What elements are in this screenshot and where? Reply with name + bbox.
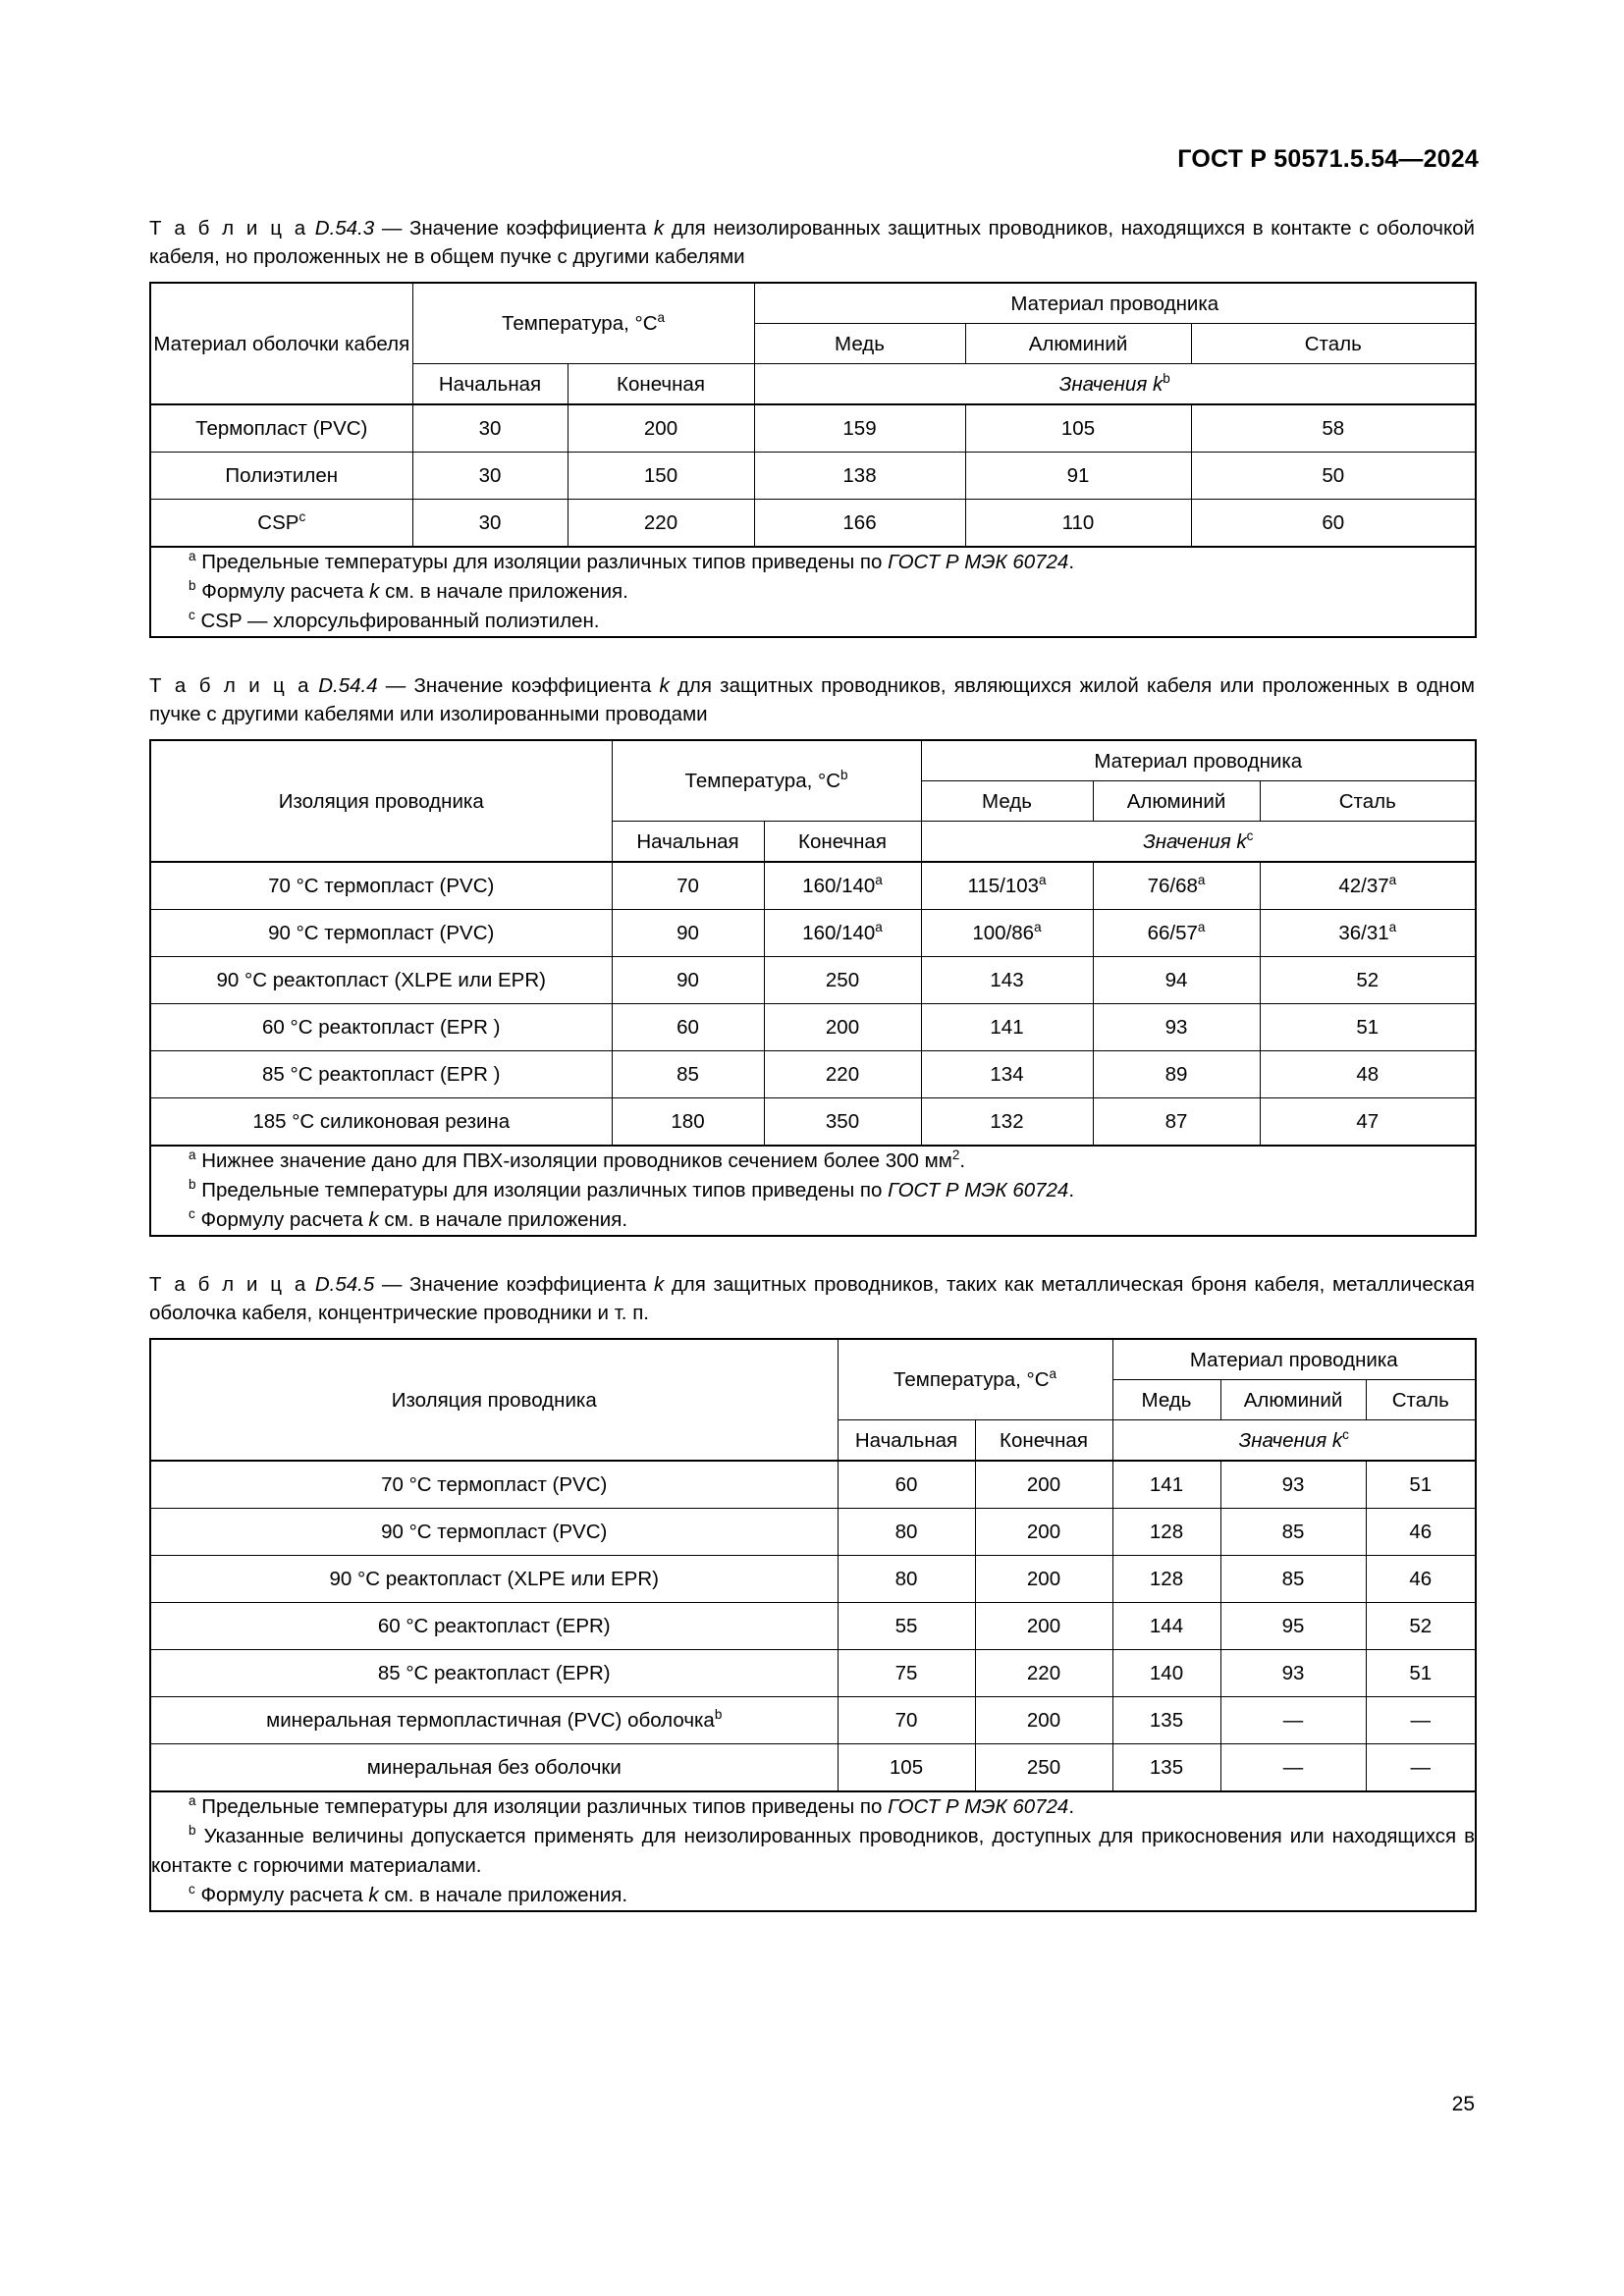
spacer	[149, 638, 1475, 671]
footnote-marker: b	[189, 1177, 196, 1193]
header-conductor-material-d543: Материал проводника	[754, 283, 1476, 324]
table-number-d544: D.54.4	[318, 674, 378, 697]
cell-final-temp: 200	[975, 1461, 1112, 1509]
cell-steel: 50	[1191, 453, 1476, 500]
note-text: Нижнее значение дано для ПВХ-изоляции проводников сечением более 300 мм	[201, 1149, 952, 1172]
cell-initial-temp: 80	[838, 1509, 975, 1556]
header-first-col-d543: Материал оболочки кабеля	[150, 283, 412, 404]
table-row	[150, 1697, 1476, 1744]
superscript-exponent: 2	[951, 1148, 960, 1163]
header-conductor-material-d544: Материал проводника	[921, 740, 1476, 781]
note-text: CSP — хлорсульфированный полиэтилен.	[200, 610, 600, 632]
header-first-col-d544: Изоляция проводника	[150, 740, 612, 862]
header-values-k-d544	[921, 822, 1476, 863]
header-temperature-d544	[612, 740, 921, 822]
header-values-k-d543	[754, 364, 1476, 405]
note-b	[151, 1176, 1475, 1205]
cell-initial-temp: 105	[838, 1744, 975, 1792]
cell-initial-temp: 90	[612, 910, 764, 957]
header-temperature-d545	[838, 1339, 1112, 1420]
cell-final-temp: 200	[975, 1603, 1112, 1650]
header-temperature-label: Температура, °C	[684, 770, 841, 792]
note-tail: .	[1068, 551, 1075, 573]
note-italic-ref: ГОСТ Р МЭК 60724	[888, 551, 1069, 573]
note-text: Формулу расчета	[200, 1208, 369, 1231]
header-values-k-d545	[1112, 1420, 1476, 1462]
cell-aluminium: 93	[1220, 1461, 1366, 1509]
cell-insulation-name: 90 °C термопласт (PVC)	[150, 910, 612, 957]
header-material-steel-d544: Сталь	[1260, 781, 1476, 822]
spacer	[149, 1237, 1475, 1270]
cell-value: 76/68	[1147, 874, 1198, 897]
footnote-marker: b	[714, 1706, 723, 1722]
cell-material-name-text: CSP	[257, 510, 299, 534]
cell-aluminium	[1093, 862, 1260, 910]
cell-insulation-name: 60 °C реактопласт (EPR )	[150, 1004, 612, 1051]
table-row	[150, 1650, 1476, 1697]
cell-aluminium: 95	[1220, 1603, 1366, 1650]
cell-final-temp: 200	[764, 1004, 921, 1051]
header-final-d544: Конечная	[764, 822, 921, 863]
cell-copper: 132	[921, 1098, 1093, 1147]
table-word-label: Т а б л и ц а	[149, 217, 308, 240]
cell-initial-temp: 70	[612, 862, 764, 910]
cell-final-temp: 350	[764, 1098, 921, 1147]
cell-initial-temp: 90	[612, 957, 764, 1004]
cell-steel	[1260, 910, 1476, 957]
cell-final-temp: 250	[975, 1744, 1112, 1792]
cell-value: 66/57	[1147, 921, 1198, 944]
note-tail: .	[959, 1149, 966, 1172]
cell-initial-temp: 85	[612, 1051, 764, 1098]
cell-aluminium: 110	[965, 500, 1191, 548]
cell-copper: 135	[1112, 1744, 1220, 1792]
cell-steel: 47	[1260, 1098, 1476, 1147]
cell-copper	[921, 910, 1093, 957]
note-a	[151, 548, 1475, 577]
cell-final-temp: 220	[568, 500, 754, 548]
table-d544	[149, 739, 1477, 1237]
header-values-k-label: Значения k	[1143, 829, 1247, 853]
cell-aluminium: 94	[1093, 957, 1260, 1004]
note-text: Предельные температуры для изоляции различных типов приведены по	[201, 551, 889, 573]
table-row	[150, 1556, 1476, 1603]
cell-value: 160/140	[802, 874, 876, 897]
note-italic-ref: ГОСТ Р МЭК 60724	[888, 1795, 1069, 1818]
table-row	[150, 1098, 1476, 1147]
note-text: Формулу расчета	[201, 580, 370, 603]
cell-aluminium: 85	[1220, 1509, 1366, 1556]
footnote-marker: c	[1246, 828, 1254, 843]
cell-copper: 135	[1112, 1697, 1220, 1744]
cell-steel: 52	[1260, 957, 1476, 1004]
cell-copper: 166	[754, 500, 965, 548]
table-row	[150, 1004, 1476, 1051]
footnote-marker: a	[1197, 872, 1206, 887]
document-header-standard-id: ГОСТ Р 50571.5.54—2024	[1177, 145, 1479, 173]
cell-aluminium: 93	[1093, 1004, 1260, 1051]
caption-text-d545: Значение коэффициента k для защитных проводников, таких как металлическая броня кабеля, металлическая оболочка кабеля, концентрические проводники и т. п.	[149, 1273, 1475, 1324]
caption-dash: —	[381, 217, 403, 240]
header-temperature-d543	[412, 283, 754, 364]
footnote-marker: a	[1197, 919, 1206, 934]
footnote-marker: a	[189, 549, 196, 564]
table-row	[150, 1744, 1476, 1792]
cell-steel: 48	[1260, 1051, 1476, 1098]
note-a	[151, 1792, 1475, 1822]
header-first-col-d545: Изоляция проводника	[150, 1339, 838, 1461]
cell-insulation-name: 85 °C реактопласт (EPR )	[150, 1051, 612, 1098]
header-initial-d544: Начальная	[612, 822, 764, 863]
cell-value: 115/103	[967, 874, 1040, 897]
note-tail: .	[1068, 1795, 1075, 1818]
header-initial-d543: Начальная	[412, 364, 568, 405]
cell-insulation-name: 70 °C термопласт (PVC)	[150, 862, 612, 910]
caption-dash: —	[385, 674, 406, 697]
cell-steel: —	[1366, 1697, 1476, 1744]
cell-copper	[921, 862, 1093, 910]
table-row	[150, 404, 1476, 453]
table-row	[150, 862, 1476, 910]
note-text: Указанные величины допускается применять для неизолированных проводников, доступных для прикосновения или находящихся в контакте с горючими материалами.	[151, 1825, 1476, 1877]
header-material-copper-d544: Медь	[921, 781, 1093, 822]
header-final-d543: Конечная	[568, 364, 754, 405]
header-values-k-label: Значения k	[1238, 1428, 1343, 1452]
header-final-d545: Конечная	[975, 1420, 1112, 1462]
table-number-d545: D.54.5	[314, 1273, 375, 1296]
cell-steel: 46	[1366, 1509, 1476, 1556]
note-b	[151, 577, 1475, 607]
table-row	[150, 500, 1476, 548]
footnote-marker: a	[189, 1793, 196, 1809]
cell-insulation-name	[150, 1697, 838, 1744]
footnote-marker: b	[189, 578, 196, 594]
header-material-copper-d545: Медь	[1112, 1380, 1220, 1420]
footnote-marker: c	[189, 1206, 195, 1222]
table-word-label: Т а б л и ц а	[149, 1273, 308, 1296]
cell-final-temp: 200	[975, 1509, 1112, 1556]
cell-final-temp: 200	[975, 1697, 1112, 1744]
table-notes-d544	[150, 1146, 1476, 1236]
note-tail: .	[1068, 1179, 1075, 1201]
table-notes-row	[150, 1146, 1476, 1236]
cell-steel: 52	[1366, 1603, 1476, 1650]
table-row	[150, 1603, 1476, 1650]
cell-copper: 128	[1112, 1509, 1220, 1556]
footnote-marker: a	[1034, 919, 1042, 934]
cell-steel: 58	[1191, 404, 1476, 453]
cell-final-temp	[764, 910, 921, 957]
note-italic-ref: k	[369, 580, 380, 603]
cell-aluminium: —	[1220, 1697, 1366, 1744]
header-conductor-material-d545: Материал проводника	[1112, 1339, 1476, 1380]
cell-insulation-name: 90 °C термопласт (PVC)	[150, 1509, 838, 1556]
note-text: Предельные температуры для изоляции различных типов приведены по	[201, 1795, 889, 1818]
cell-final-temp: 220	[764, 1051, 921, 1098]
cell-final-temp: 200	[568, 404, 754, 453]
note-c	[151, 1205, 1475, 1235]
note-tail: см. в начале приложения.	[378, 1208, 628, 1231]
cell-value: 42/37	[1338, 874, 1389, 897]
cell-final-temp: 150	[568, 453, 754, 500]
note-b	[151, 1822, 1475, 1881]
note-c	[151, 1881, 1475, 1910]
cell-steel: 46	[1366, 1556, 1476, 1603]
note-text: Предельные температуры для изоляции различных типов приведены по	[201, 1179, 889, 1201]
footnote-marker: a	[657, 310, 666, 326]
cell-final-temp	[764, 862, 921, 910]
cell-insulation-name: 60 °C реактопласт (EPR)	[150, 1603, 838, 1650]
table-d543	[149, 282, 1477, 638]
footnote-marker: a	[1049, 1366, 1057, 1382]
footnote-marker: a	[1388, 872, 1397, 887]
table-row-header	[150, 740, 1476, 781]
footnote-marker: b	[189, 1823, 196, 1839]
table-row	[150, 1461, 1476, 1509]
cell-final-temp: 200	[975, 1556, 1112, 1603]
cell-initial-temp: 60	[612, 1004, 764, 1051]
page-content	[149, 214, 1475, 1912]
table-notes-d545	[150, 1791, 1476, 1911]
cell-copper: 159	[754, 404, 965, 453]
cell-aluminium: 85	[1220, 1556, 1366, 1603]
cell-initial-temp: 30	[412, 453, 568, 500]
page-number: 25	[1451, 2093, 1475, 2115]
cell-aluminium: 89	[1093, 1051, 1260, 1098]
table-row	[150, 453, 1476, 500]
cell-steel: —	[1366, 1744, 1476, 1792]
header-material-steel-d545: Сталь	[1366, 1380, 1476, 1420]
cell-initial-temp: 30	[412, 500, 568, 548]
cell-aluminium: 87	[1093, 1098, 1260, 1147]
cell-insulation-name: 70 °C термопласт (PVC)	[150, 1461, 838, 1509]
footnote-marker: a	[1039, 872, 1047, 887]
cell-steel	[1260, 862, 1476, 910]
header-temperature-label: Температура, °C	[501, 312, 658, 335]
cell-copper: 134	[921, 1051, 1093, 1098]
table-notes-row	[150, 1791, 1476, 1911]
table-number-d543: D.54.3	[314, 217, 375, 240]
table-caption-d544	[149, 671, 1475, 728]
cell-insulation-name: 90 °C реактопласт (XLPE или EPR)	[150, 957, 612, 1004]
footnote-marker: a	[1388, 919, 1397, 934]
note-italic-ref: k	[368, 1208, 379, 1231]
cell-material-name	[150, 500, 412, 548]
table-word-label: Т а б л и ц а	[149, 674, 312, 697]
table-row-header	[150, 1339, 1476, 1380]
note-tail: см. в начале приложения.	[378, 1884, 628, 1906]
cell-final-temp: 250	[764, 957, 921, 1004]
caption-dash: —	[381, 1273, 403, 1296]
header-material-aluminium-d544: Алюминий	[1093, 781, 1260, 822]
table-caption-d545	[149, 1270, 1475, 1327]
cell-copper: 138	[754, 453, 965, 500]
footnote-marker: c	[298, 508, 306, 524]
cell-material-name: Полиэтилен	[150, 453, 412, 500]
footnote-marker: c	[189, 608, 195, 623]
cell-insulation-name-text: минеральная термопластичная (PVC) оболочка	[266, 1708, 715, 1732]
cell-steel: 51	[1366, 1650, 1476, 1697]
cell-value: 36/31	[1338, 921, 1389, 944]
header-values-k-label: Значения k	[1058, 372, 1164, 396]
cell-steel: 51	[1366, 1461, 1476, 1509]
cell-aluminium: 105	[965, 404, 1191, 453]
note-text: Формулу расчета	[200, 1884, 369, 1906]
caption-text-d544: Значение коэффициента k для защитных проводников, являющихся жилой кабеля или проложенных в одном пучке с другими кабелями или изолированными проводами	[149, 674, 1475, 725]
cell-initial-temp: 80	[838, 1556, 975, 1603]
cell-insulation-name: 185 °C силиконовая резина	[150, 1098, 612, 1147]
caption-text-d543: Значение коэффициента k для неизолированных защитных проводников, находящихся в контакте с оболочкой кабеля, но проложенных не в общем пучке с другими кабелями	[149, 217, 1475, 268]
cell-value: 160/140	[802, 921, 876, 944]
cell-copper: 140	[1112, 1650, 1220, 1697]
cell-insulation-name: 90 °C реактопласт (XLPE или EPR)	[150, 1556, 838, 1603]
footnote-marker: a	[189, 1148, 196, 1163]
cell-aluminium: 91	[965, 453, 1191, 500]
table-d545	[149, 1338, 1477, 1912]
header-material-steel-d543: Сталь	[1191, 324, 1476, 364]
cell-copper: 144	[1112, 1603, 1220, 1650]
footnote-marker: b	[1163, 370, 1170, 386]
note-a	[151, 1147, 1475, 1176]
table-notes-d543	[150, 547, 1476, 637]
cell-material-name: Термопласт (PVC)	[150, 404, 412, 453]
cell-copper: 143	[921, 957, 1093, 1004]
note-italic-ref: k	[368, 1884, 379, 1906]
cell-initial-temp: 75	[838, 1650, 975, 1697]
footnote-marker: c	[1342, 1426, 1349, 1442]
table-caption-d543	[149, 214, 1475, 271]
cell-aluminium: 93	[1220, 1650, 1366, 1697]
table-row	[150, 957, 1476, 1004]
cell-copper: 141	[1112, 1461, 1220, 1509]
table-row	[150, 1509, 1476, 1556]
footnote-marker: a	[875, 872, 883, 887]
cell-aluminium	[1093, 910, 1260, 957]
cell-insulation-name: минеральная без оболочки	[150, 1744, 838, 1792]
cell-steel: 60	[1191, 500, 1476, 548]
note-tail: см. в начале приложения.	[379, 580, 628, 603]
footnote-marker: a	[875, 919, 883, 934]
cell-initial-temp: 30	[412, 404, 568, 453]
cell-copper: 128	[1112, 1556, 1220, 1603]
header-temperature-label: Температура, °C	[893, 1368, 1050, 1391]
cell-initial-temp: 60	[838, 1461, 975, 1509]
header-material-aluminium-d545: Алюминий	[1220, 1380, 1366, 1420]
cell-initial-temp: 180	[612, 1098, 764, 1147]
table-row	[150, 910, 1476, 957]
table-row-header	[150, 283, 1476, 324]
cell-copper: 141	[921, 1004, 1093, 1051]
cell-initial-temp: 70	[838, 1697, 975, 1744]
table-row	[150, 1051, 1476, 1098]
header-material-copper-d543: Медь	[754, 324, 965, 364]
header-material-aluminium-d543: Алюминий	[965, 324, 1191, 364]
footnote-marker: b	[840, 768, 848, 783]
footnote-marker: c	[189, 1882, 195, 1897]
cell-aluminium: —	[1220, 1744, 1366, 1792]
cell-value: 100/86	[972, 921, 1035, 944]
note-c	[151, 607, 1475, 636]
cell-initial-temp: 55	[838, 1603, 975, 1650]
cell-insulation-name: 85 °C реактопласт (EPR)	[150, 1650, 838, 1697]
note-italic-ref: ГОСТ Р МЭК 60724	[888, 1179, 1069, 1201]
cell-steel: 51	[1260, 1004, 1476, 1051]
table-notes-row	[150, 547, 1476, 637]
header-initial-d545: Начальная	[838, 1420, 975, 1462]
cell-final-temp: 220	[975, 1650, 1112, 1697]
